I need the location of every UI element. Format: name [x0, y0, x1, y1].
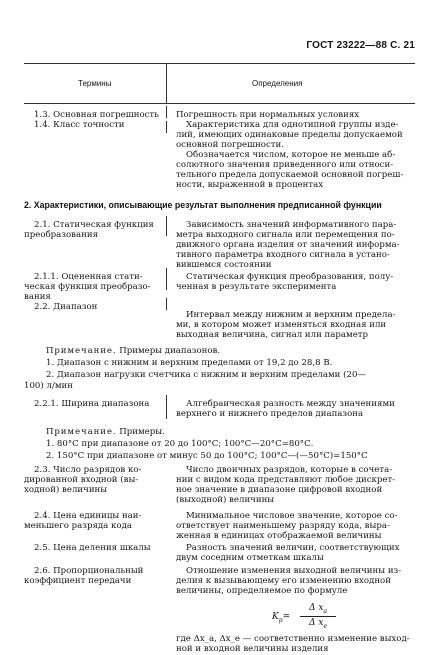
- term-1-3: 1.3. Основная погрешность: [34, 110, 159, 120]
- definition-2-3-line: нии с видом кода представляют любое дискрет-: [176, 475, 396, 485]
- term-2-4-line: меньшего разряда кода: [24, 521, 133, 531]
- definition-1-4-line: тельного предела допускаемой основной погреш-: [176, 170, 404, 180]
- definition-1-4-line: основной погрешности.: [176, 140, 284, 150]
- definition-2-6-line: делия к вызывающему его изменению входной: [176, 576, 391, 586]
- numerator-text: Δ x: [308, 603, 324, 613]
- note-label: Примечание.: [46, 346, 117, 356]
- definition-1-4-line: солютного значения приведенного или относи-: [176, 160, 394, 170]
- definition-2-4-line: ответствует наименьшему разряду кода, выра-: [176, 521, 390, 531]
- definition-2-3-line: (выходной) величины: [176, 495, 275, 505]
- definition-2-6-line: величины, определяемое по формуле: [176, 586, 348, 596]
- definition-1-4-line: лий, имеющих одинаковые пределы допускаемой: [176, 130, 403, 140]
- definition-2-1-1-line: ченная в результате эксперимента: [176, 282, 337, 292]
- definition-2-3-line: Число двоичных разрядов, которые в сочета-: [186, 465, 393, 475]
- brace: [166, 216, 167, 236]
- term-2-5: 2.5. Цена деления шкалы: [34, 543, 151, 553]
- note-1-item: 2. Диапазон нагрузки счетчика с нижним и верхним пределами (20—: [46, 370, 367, 380]
- brace: [166, 121, 167, 133]
- brace: [166, 298, 167, 310]
- note-text: Примеры диапазонов.: [116, 346, 221, 356]
- definition-2-1-line: метра выходного сигнала или перемещения по-: [176, 230, 395, 240]
- page-header: ГОСТ 23222—88 С. 21: [306, 40, 415, 51]
- term-2-3-line: 2.3. Число разрядов ко-: [34, 465, 142, 475]
- section-title: 2. Характеристики, описывающие результат выполнения предписанной функции: [24, 200, 382, 210]
- formula-numerator: [300, 603, 336, 615]
- definition-2-2-line: выходная величина, сигнал или параметр: [176, 330, 369, 340]
- definition-2-2-line: ми, в котором может изменяться входная или: [176, 320, 387, 330]
- definition-2-6-line: Отношение изменения выходной величины из-: [186, 566, 402, 576]
- definition-2-6-after: где Δx_a, Δx_e — соответственно изменение выход-: [176, 634, 410, 644]
- definition-2-6-after: ной и входной величины изделия: [176, 644, 329, 654]
- definition-1-4-line: Обозначается числом, которое не меньше аб-: [186, 150, 396, 160]
- term-2-1-1-line: вания: [24, 292, 51, 302]
- definition-2-2-line: Интервал между нижним и верхним предела-: [186, 310, 396, 320]
- definition-1-4-line: Характеристика для однотипной группы изде-: [186, 120, 399, 130]
- note-label: Примечание.: [46, 427, 117, 437]
- note-1-item: 100) л/мин: [24, 381, 73, 391]
- note-text: Примеры.: [116, 427, 165, 437]
- table-top-rule: [24, 63, 415, 64]
- formula: $K_p=$: [272, 612, 291, 624]
- term-2-6-line: 2.6. Пропорциональный: [34, 566, 144, 576]
- term-2-2-1: 2.2.1. Ширина диапазона: [34, 399, 150, 409]
- term-2-4-line: 2.4. Цена единицы наи-: [34, 511, 142, 521]
- term-1-4: 1.4. Класс точности: [34, 120, 125, 130]
- column-header-definitions: Определения: [252, 79, 303, 88]
- formula-lhs: K: [272, 612, 279, 622]
- definition-2-3-line: ное значение в диапазоне цифровой входной: [176, 485, 383, 495]
- note-2-item: 2. 150°С при диапазоне от минус 50 до 100°С; 100°С—(—50°С)=150°С: [46, 451, 368, 461]
- term-2-1-line: преобразования: [24, 230, 98, 240]
- definition-2-5-line: Разность значений величин, соответствующих: [186, 543, 400, 553]
- definition-1-3: Погрешность при нормальных условиях: [176, 110, 360, 120]
- brace: [166, 268, 167, 290]
- definition-2-4-line: женная в единицах отображаемой величины: [176, 531, 382, 541]
- column-divider: [166, 63, 167, 103]
- brace: [166, 395, 167, 419]
- definition-2-5-line: двум соседним отметкам шкалы: [176, 553, 324, 563]
- definition-2-4-line: Минимальное числовое значение, которое со-: [186, 511, 398, 521]
- term-2-3-line: ходной) величины: [24, 485, 108, 495]
- brace: [166, 106, 167, 118]
- note-2-heading: [46, 427, 165, 437]
- term-2-1-line: 2.1. Статическая функция: [34, 220, 154, 230]
- note-2-item: 1. 80°С при диапазоне от 20 до 100°С; 100°С—20°С=80°С.: [46, 439, 314, 449]
- term-2-1-1-line: 2.1.1. Оцененная стати-: [34, 272, 143, 282]
- definition-2-1-1-line: Статическая функция преобразования, полу-: [186, 272, 394, 282]
- numerator-sub: a: [323, 607, 327, 615]
- definition-2-1-line: тивного параметра входного сигнала в устано-: [176, 250, 390, 260]
- definition-2-2-1-line: Алгебраическая разность между значениями: [186, 399, 395, 409]
- column-header-terms: Термины: [78, 79, 112, 88]
- definition-2-2-1-line: верхнего и нижнего пределов диапазона: [176, 409, 364, 419]
- term-2-3-line: дированной входной (вы-: [24, 475, 139, 485]
- note-1-item: 1. Диапазон с нижним и верхним пределами от 19,2 до 28,8 В.: [46, 358, 333, 368]
- table-header-rule: [24, 103, 415, 104]
- definition-2-1-line: движного органа изделия от значений информа-: [176, 240, 400, 250]
- formula-denominator: [300, 618, 336, 630]
- fraction-bar: [300, 616, 336, 617]
- note-1-heading: [46, 346, 220, 356]
- definition-2-1-line: Зависимость значений информативного пара-: [186, 220, 397, 230]
- term-2-6-line: коэффициент передачи: [24, 576, 132, 586]
- term-2-2: 2.2. Диапазон: [34, 302, 98, 312]
- denominator-text: Δ x: [309, 618, 324, 628]
- definition-2-1-line: вившемся состоянии: [176, 260, 272, 270]
- definition-1-4-line: ности, выраженной в процентах: [176, 180, 324, 190]
- formula-lhs-sub: p: [278, 616, 283, 624]
- term-2-1-1-line: ческая функция преобразо-: [24, 282, 151, 292]
- denominator-sub: e: [323, 622, 327, 630]
